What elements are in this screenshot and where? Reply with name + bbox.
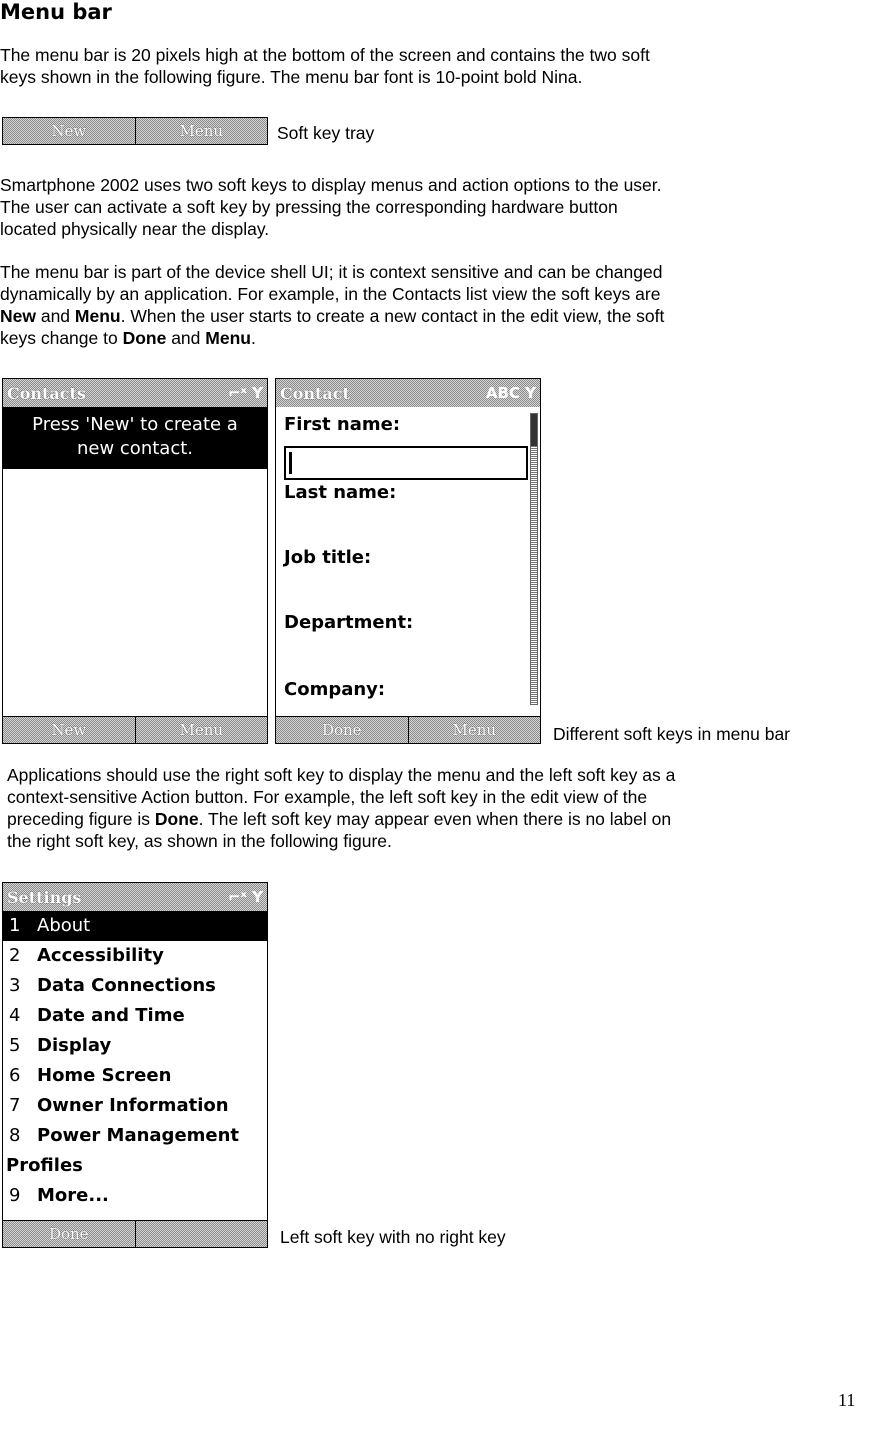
page-number: 11 (838, 1390, 856, 1410)
text-line: context-sensitive Action button. For example, the left soft key in the edit view of the (7, 787, 648, 807)
left-soft-key[interactable]: New (3, 717, 136, 743)
left-soft-key[interactable]: Done (3, 1221, 136, 1247)
screen-title: Settings (7, 887, 82, 907)
left-soft-key[interactable]: New (3, 118, 136, 144)
screen-title: Contacts (7, 383, 86, 403)
item-label: Date and Time (37, 1005, 185, 1026)
settings-menu-item[interactable] (3, 1181, 267, 1211)
screen-title: Contact (280, 383, 350, 403)
menu-bar (275, 716, 541, 744)
text-line: Applications should use the right soft key to display the menu and the left soft key as a (7, 765, 676, 785)
soft-key-tray-figure (2, 117, 268, 145)
text-line: The user can activate a soft key by pressing the corresponding hardware button (0, 197, 618, 217)
bold-term: Menu (205, 328, 251, 348)
text-line: The menu bar is part of the device shell UI; it is context sensitive and can be changed (0, 262, 663, 282)
item-number: 7 (9, 1095, 21, 1116)
last-name-label: Last name: (284, 482, 397, 503)
settings-menu-item[interactable] (3, 941, 267, 971)
first-name-input[interactable] (284, 446, 528, 480)
title-bar (3, 883, 267, 911)
item-label: More... (37, 1185, 109, 1206)
left-soft-key[interactable]: Done (276, 717, 409, 743)
item-number: 4 (9, 1005, 21, 1026)
text-segment: preceding figure is (7, 809, 155, 829)
text-segment: and (166, 328, 206, 348)
text-segment: keys change to (0, 328, 123, 348)
status-icons: ⌐ˣ Y (228, 384, 263, 402)
empty-message (3, 407, 267, 469)
company-label: Company: (284, 679, 386, 700)
bold-term: Done (154, 809, 199, 829)
item-number: 5 (9, 1035, 21, 1056)
settings-menu-item[interactable] (3, 1151, 267, 1181)
text-segment: . The left soft key may appear even when there is no label on (198, 809, 672, 829)
settings-menu-item[interactable] (3, 911, 267, 941)
settings-menu-item[interactable] (3, 1121, 267, 1151)
figure-caption: Soft key tray (277, 123, 375, 143)
scrollbar[interactable] (530, 413, 538, 705)
text-segment: . When the user starts to create a new contact in the edit view, the soft (120, 306, 665, 326)
first-name-label: First name: (284, 414, 401, 435)
settings-menu-item[interactable] (3, 1061, 267, 1091)
message-line: Press 'New' to create a (32, 414, 238, 435)
settings-screen (2, 882, 268, 1248)
right-soft-key[interactable]: Menu (179, 122, 224, 140)
contacts-screen (2, 378, 268, 744)
paragraph-context (0, 261, 664, 349)
text-line: located physically near the display. (0, 219, 270, 239)
item-label: Power Management (37, 1125, 240, 1146)
menu-bar (2, 1220, 268, 1248)
item-label: Display (37, 1035, 112, 1056)
paragraph-soft-keys (0, 174, 662, 240)
settings-menu-item[interactable] (3, 1091, 267, 1121)
paragraph-intro (0, 44, 650, 88)
right-soft-key[interactable]: Menu (452, 721, 497, 739)
settings-menu-item[interactable] (3, 971, 267, 1001)
contact-edit-screen (275, 378, 541, 744)
item-number: 3 (9, 975, 21, 996)
paragraph-applications (7, 764, 675, 852)
text-line: dynamically by an application. For example, in the Contacts list view the soft keys are (0, 284, 661, 304)
title-bar (276, 379, 540, 407)
figure-caption: Different soft keys in menu bar (553, 724, 791, 744)
scroll-thumb[interactable] (531, 414, 537, 446)
text-line: the right soft key, as shown in the following figure. (7, 831, 392, 851)
item-label: Data Connections (37, 975, 216, 996)
item-label: Profiles (6, 1155, 83, 1176)
item-label: Home Screen (37, 1065, 172, 1086)
item-number: 1 (9, 915, 21, 936)
text-caret (289, 452, 292, 474)
section-heading: Menu bar (0, 0, 112, 24)
item-number: 2 (9, 945, 21, 966)
status-icons: ⌐ˣ Y (228, 888, 263, 906)
item-number: 8 (9, 1125, 21, 1146)
menu-bar (2, 716, 268, 744)
message-line: new contact. (76, 438, 193, 459)
item-number: 6 (9, 1065, 21, 1086)
text-line: Smartphone 2002 uses two soft keys to display menus and action options to the user. (0, 175, 662, 195)
status-icons: ABC Y (485, 384, 536, 402)
department-label: Department: (284, 612, 414, 633)
settings-menu-item[interactable] (3, 1031, 267, 1061)
item-label: Accessibility (37, 945, 164, 966)
bold-term: Menu (74, 306, 121, 326)
text-line: keys shown in the following figure. The menu bar font is 10-point bold Nina. (0, 67, 583, 87)
title-bar (3, 379, 267, 407)
bold-term: Done (122, 328, 167, 348)
figure-caption: Left soft key with no right key (280, 1227, 506, 1247)
job-title-label: Job title: (284, 547, 372, 568)
item-label: About (37, 915, 91, 936)
text-segment: and (35, 306, 75, 326)
right-soft-key[interactable]: Menu (179, 721, 224, 739)
item-label: Owner Information (37, 1095, 229, 1116)
text-segment: . (250, 328, 256, 348)
settings-menu-item[interactable] (3, 1001, 267, 1031)
bold-term: New (0, 306, 36, 326)
item-number: 9 (9, 1185, 21, 1206)
text-line: The menu bar is 20 pixels high at the bottom of the screen and contains the two soft (0, 45, 650, 65)
right-soft-key[interactable] (136, 1221, 268, 1247)
